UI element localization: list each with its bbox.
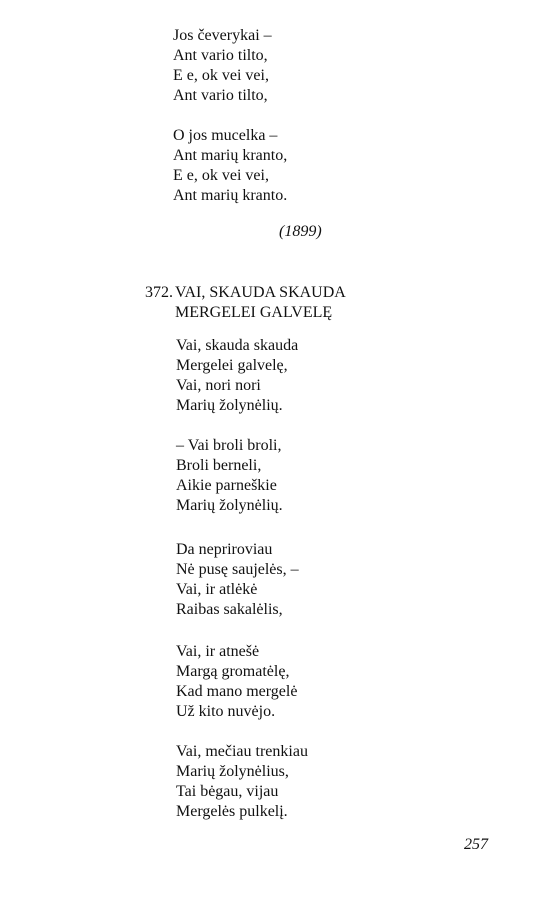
verse-line: Jos čeverykai – (173, 27, 272, 44)
verse-line: Tai bėgau, vijau (176, 783, 279, 800)
verse-line: Marių žolynėlius, (176, 763, 289, 780)
song-heading (145, 283, 346, 323)
stanza-2 (173, 126, 287, 206)
verse-line: – Vai broli broli, (176, 437, 282, 454)
verse-line: Aikie parneškie (176, 477, 277, 494)
verse-line: O jos mucelka – (173, 127, 278, 144)
verse-line: Ant vario tilto, (173, 87, 268, 104)
song-date: (1899) (279, 223, 322, 240)
verse-line: E e, ok vei vei, (173, 67, 269, 84)
verse-line: Raibas sakalėlis, (176, 601, 283, 618)
verse-line: Vai, skauda skauda (176, 337, 299, 354)
verse-line: Mergelės pulkelį. (176, 803, 288, 820)
page-number: 257 (464, 836, 488, 853)
verse-line: E e, ok vei vei, (173, 167, 269, 184)
song-number: 372. (145, 284, 173, 301)
song-stanza-2 (176, 436, 283, 516)
verse-line: Vai, ir atnešė (176, 643, 260, 660)
song-title-line-1: VAI, SKAUDA SKAUDA (175, 284, 346, 301)
verse-line: Margą gromatėlę, (176, 663, 290, 680)
verse-line: Nė pusę saujelės, – (176, 561, 299, 578)
verse-line: Marių žolynėlių. (176, 397, 283, 414)
verse-line: Ant marių kranto, (173, 147, 288, 164)
verse-line: Ant marių kranto. (173, 187, 288, 204)
song-title-line-2: MERGELEI GALVELĘ (175, 304, 333, 321)
verse-line: Mergelei galvelę, (176, 357, 288, 374)
verse-line: Marių žolynėlių. (176, 497, 283, 514)
verse-line: Broli berneli, (176, 457, 262, 474)
verse-line: Vai, nori nori (176, 377, 261, 394)
song-stanza-3 (176, 540, 299, 620)
verse-line: Vai, ir atlėkė (176, 581, 258, 598)
verse-line: Už kito nuvėjo. (176, 703, 276, 720)
song-stanza-5 (176, 742, 308, 822)
stanza-1 (173, 26, 272, 106)
verse-line: Ant vario tilto, (173, 47, 268, 64)
verse-line: Vai, mečiau trenkiau (176, 743, 308, 760)
verse-line: Da nepriroviau (176, 541, 273, 558)
verse-line: Kad mano mergelė (176, 683, 298, 700)
song-stanza-1 (176, 336, 298, 416)
song-stanza-4 (176, 642, 297, 722)
